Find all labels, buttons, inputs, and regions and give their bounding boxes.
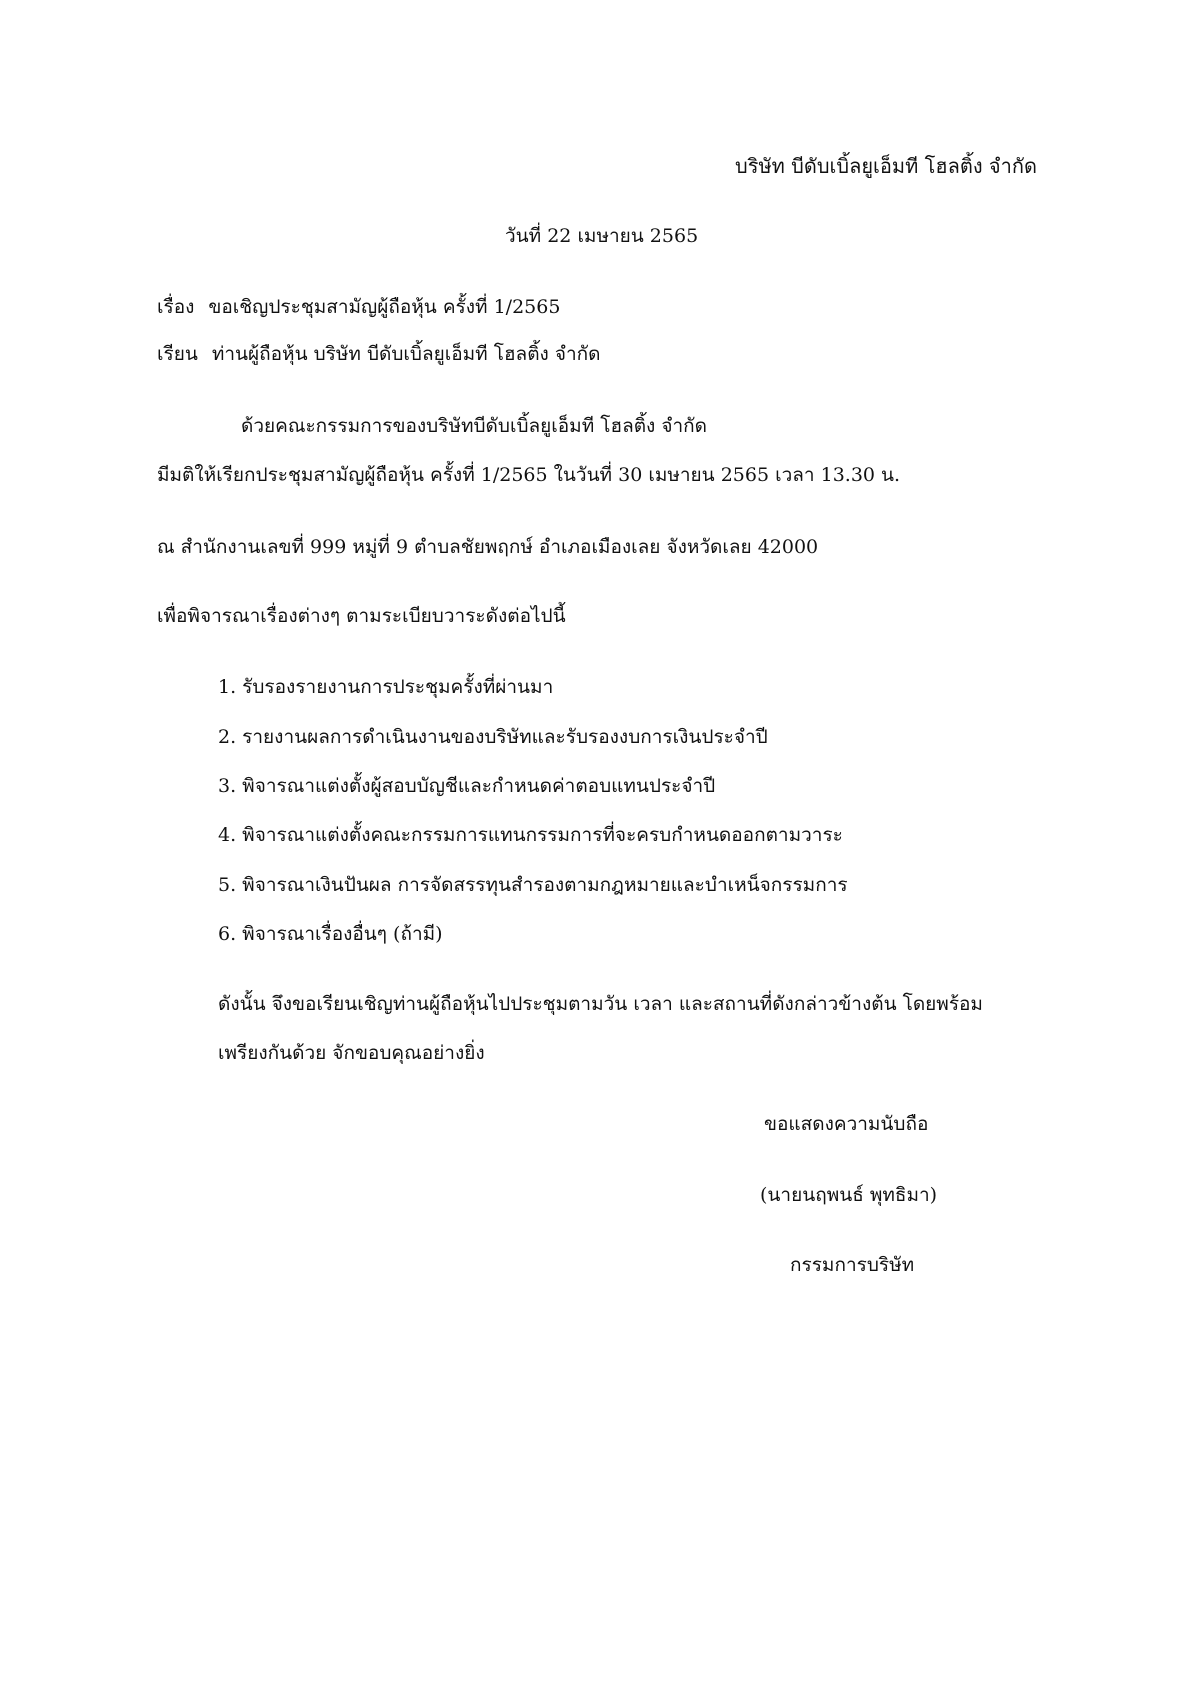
agenda-item: 4. พิจารณาแต่งตั้งคณะกรรมการแทนกรรมการที่จะครบกำหนดออกตามวาระ: [218, 824, 843, 846]
subject-label: เรื่อง: [157, 296, 195, 318]
meeting-purpose: เพื่อพิจารณาเรื่องต่างๆ ตามระเบียบวาระดังต่อไปนี้: [157, 605, 566, 627]
company-header: บริษัท บีดับเบิ้ลยูเอ็มที โฮลติ้ง จำกัด: [735, 154, 1037, 178]
agenda-item: 6. พิจารณาเรื่องอื่นๆ (ถ้ามี): [218, 923, 443, 945]
agenda-item: 3. พิจารณาแต่งตั้งผู้สอบบัญชีและกำหนดค่าตอบแทนประจำปี: [218, 775, 716, 797]
subject-line: [157, 298, 560, 317]
subject-text: ขอเชิญประชุมสามัญผู้ถือหุ้น ครั้งที่ 1/2565: [208, 296, 561, 318]
agenda-item: 5. พิจารณาเงินปันผล การจัดสรรทุนสำรองตามกฎหมายและบำเหน็จกรรมการ: [218, 874, 848, 896]
recipient-text: ท่านผู้ถือหุ้น บริษัท บีดับเบิ้ลยูเอ็มที โฮลติ้ง จำกัด: [211, 343, 601, 365]
agenda-item: 1. รับรองรายงานการประชุมครั้งที่ผ่านมา: [218, 676, 554, 698]
letter-date: วันที่ 22 เมษายน 2565: [505, 225, 699, 247]
signer-title: กรรมการบริษัท: [790, 1254, 915, 1276]
intro-paragraph-line-1: ด้วยคณะกรรมการของบริษัทบีดับเบิ้ลยูเอ็มที โฮลติ้ง จำกัด: [241, 415, 708, 437]
recipient-line: [157, 345, 601, 364]
closing-paragraph-line-2: เพรียงกันด้วย จักขอบคุณอย่างยิ่ง: [218, 1042, 485, 1064]
regards: ขอแสดงความนับถือ: [764, 1113, 929, 1135]
intro-paragraph-line-2: มีมติให้เรียกประชุมสามัญผู้ถือหุ้น ครั้งที่ 1/2565 ในวันที่ 30 เมษายน 2565 เวลา 13.30 น.: [157, 464, 901, 486]
closing-paragraph-line-1: ดังนั้น จึงขอเรียนเชิญท่านผู้ถือหุ้นไปประชุมตามวัน เวลา และสถานที่ดังกล่าวข้างต้น โดยพร้อม: [218, 993, 983, 1015]
agenda-item: 2. รายงานผลการดำเนินงานของบริษัทและรับรองงบการเงินประจำปี: [218, 726, 768, 748]
meeting-venue: ณ สำนักงานเลขที่ 999 หมู่ที่ 9 ตำบลชัยพฤกษ์ อำเภอเมืองเลย จังหวัดเลย 42000: [157, 536, 819, 558]
signer-name: (นายนฤพนธ์ พุทธิมา): [760, 1184, 938, 1206]
recipient-label: เรียน: [157, 343, 198, 365]
